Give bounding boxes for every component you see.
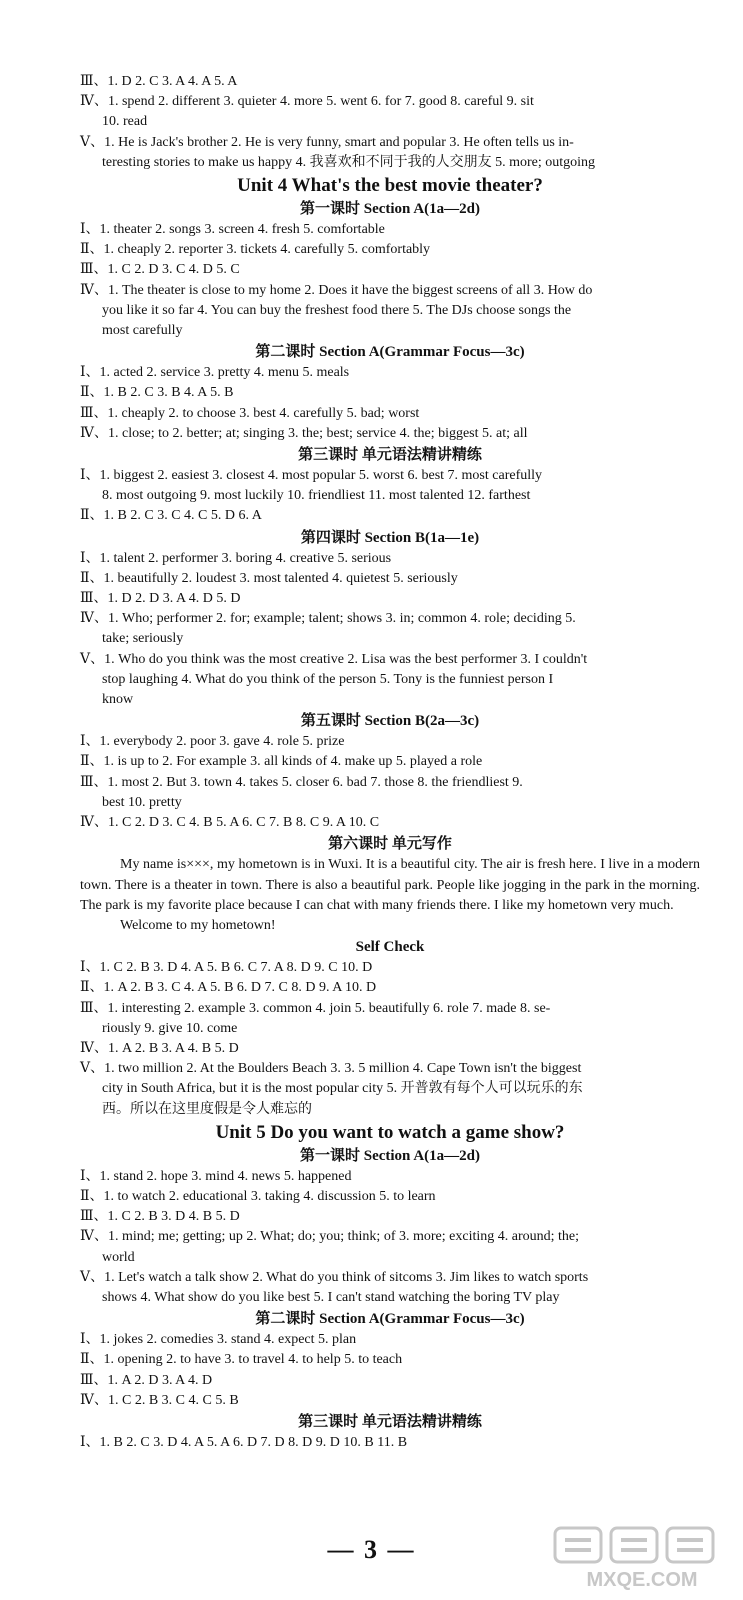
answer-line: Ⅰ、1. biggest 2. easiest 3. closest 4. most popular 5. worst 6. best 7. most carefully xyxy=(80,468,543,484)
answer-line: Ⅲ、1. C 2. D 3. C 4. D 5. C xyxy=(80,262,240,278)
answer-line: most carefully xyxy=(102,323,183,339)
answer-line: 西。所以在这里度假是令人难忘的 xyxy=(102,1101,312,1117)
answer-line: Ⅱ、1. B 2. C 3. C 4. C 5. D 6. A xyxy=(80,508,262,524)
answer-line: Ⅴ、1. He is Jack's brother 2. He is very funny, smart and popular 3. He often tells us in- xyxy=(80,134,574,150)
section-title: 第二课时 Section A(Grammar Focus—3c) xyxy=(255,1311,525,1328)
answer-line: teresting stories to make us happy 4. 我喜欢和不同于我的人交朋友 5. more; outgoing xyxy=(102,154,596,170)
answer-line: Ⅳ、1. mind; me; getting; up 2. What; do; you; think; of 3. more; exciting 4. around; the; xyxy=(80,1229,579,1245)
answer-line: Ⅳ、1. C 2. D 3. C 4. B 5. A 6. C 7. B 8. C 9. A 10. C xyxy=(80,815,380,831)
section-title: 第三课时 单元语法精讲精练 xyxy=(298,1413,482,1430)
writing-paragraph: Welcome to my hometown! xyxy=(120,917,276,933)
answer-line: shows 4. What show do you like best 5. I can't stand watching the boring TV play xyxy=(102,1289,560,1305)
answer-line: Ⅳ、1. C 2. B 3. C 4. C 5. B xyxy=(80,1392,239,1408)
answer-line: Ⅱ、1. opening 2. to have 3. to travel 4. to help 5. to teach xyxy=(80,1352,403,1368)
answer-content xyxy=(80,72,700,1453)
answer-line: Ⅰ、1. jokes 2. comedies 3. stand 4. expect 5. plan xyxy=(80,1332,357,1348)
answer-line: Ⅰ、1. stand 2. hope 3. mind 4. news 5. happened xyxy=(80,1168,352,1184)
answer-line: Ⅳ、1. A 2. B 3. A 4. B 5. D xyxy=(80,1040,239,1056)
answer-line: Ⅲ、1. C 2. B 3. D 4. B 5. D xyxy=(80,1209,240,1225)
answer-line: Ⅰ、1. everybody 2. poor 3. gave 4. role 5. prize xyxy=(80,734,345,750)
answer-line: Ⅱ、1. is up to 2. For example 3. all kinds of 4. make up 5. played a role xyxy=(80,754,483,770)
answer-line: Ⅰ、1. acted 2. service 3. pretty 4. menu 5. meals xyxy=(80,365,350,381)
section-title: 第六课时 单元写作 xyxy=(328,836,452,853)
answer-line: Ⅲ、1. cheaply 2. to choose 3. best 4. carefully 5. bad; worst xyxy=(80,405,420,421)
answer-line: Ⅰ、1. theater 2. songs 3. screen 4. fresh 5. comfortable xyxy=(80,222,385,238)
answer-line: Ⅴ、1. Who do you think was the most creative 2. Lisa was the best performer 3. I couldn't xyxy=(80,651,588,667)
svg-text:MXQE.COM: MXQE.COM xyxy=(586,1569,698,1591)
answer-line: Ⅴ、1. two million 2. At the Boulders Beach 3. 3. 5 million 4. Cape Town isn't the biggest xyxy=(80,1061,582,1077)
writing-paragraph: My name is×××, my hometown is in Wuxi. It is a beautiful city. The air is fresh here. I live in a modern town. There is a theater in town. There is also a beautiful park. People like jogging in the park in the morning. The park is my favorite place because I can chat with many friends there. I like my hometown very much. xyxy=(80,857,700,913)
answer-line: Ⅰ、1. C 2. B 3. D 4. A 5. B 6. C 7. A 8. D 9. C 10. D xyxy=(80,960,373,976)
page-number: — 3 — xyxy=(327,1535,416,1564)
answer-line: world xyxy=(102,1249,135,1265)
section-title: 第三课时 单元语法精讲精练 xyxy=(298,447,482,464)
answer-line: stop laughing 4. What do you think of the person 5. Tony is the funniest person I xyxy=(102,671,554,687)
answer-line: Ⅴ、1. Let's watch a talk show 2. What do you think of sitcoms 3. Jim likes to watch sports xyxy=(80,1269,589,1285)
answer-line: best 10. pretty xyxy=(102,794,182,810)
answer-line: know xyxy=(102,692,134,708)
answer-line: Ⅲ、1. D 2. D 3. A 4. D 5. D xyxy=(80,591,241,607)
answer-line: riously 9. give 10. come xyxy=(102,1020,238,1036)
answer-line: Ⅱ、1. cheaply 2. reporter 3. tickets 4. carefully 5. comfortably xyxy=(80,242,431,258)
section-title: 第二课时 Section A(Grammar Focus—3c) xyxy=(255,344,525,361)
answer-line: Ⅱ、1. B 2. C 3. B 4. A 5. B xyxy=(80,385,234,401)
answer-line: Ⅱ、1. beautifully 2. loudest 3. most talented 4. quietest 5. seriously xyxy=(80,570,458,586)
answer-line: Ⅲ、1. most 2. But 3. town 4. takes 5. closer 6. bad 7. those 8. the friendliest 9. xyxy=(80,774,523,790)
answer-line: Ⅳ、1. spend 2. different 3. quieter 4. more 5. went 6. for 7. good 8. careful 9. sit xyxy=(80,94,534,110)
section-title: 第四课时 Section B(1a—1e) xyxy=(300,529,480,546)
answer-line: you like it so far 4. You can buy the freshest food there 5. The DJs choose songs the xyxy=(102,302,572,318)
section-title: Self Check xyxy=(355,939,425,956)
answer-line: Ⅱ、1. to watch 2. educational 3. taking 4. discussion 5. to learn xyxy=(80,1188,436,1204)
answer-line: Ⅱ、1. A 2. B 3. C 4. A 5. B 6. D 7. C 8. D 9. A 10. D xyxy=(80,980,377,996)
section-title: 第一课时 Section A(1a—2d) xyxy=(299,1147,480,1164)
section-title: 第一课时 Section A(1a—2d) xyxy=(299,201,480,218)
answer-line: Ⅳ、1. The theater is close to my home 2. Does it have the biggest screens of all 3. How do xyxy=(80,282,593,298)
answer-line: Ⅲ、1. interesting 2. example 3. common 4. join 5. beautifully 6. role 7. made 8. se- xyxy=(80,1000,551,1016)
answer-line: Ⅲ、1. D 2. C 3. A 4. A 5. A xyxy=(80,74,238,89)
answer-line: 8. most outgoing 9. most luckily 10. friendliest 11. most talented 12. farthest xyxy=(102,488,531,504)
unit-title: Unit 4 What's the best movie theater? xyxy=(237,175,543,197)
site-watermark-logo xyxy=(547,1524,737,1594)
answer-line: Ⅲ、1. A 2. D 3. A 4. D xyxy=(80,1372,213,1388)
answer-line: 10. read xyxy=(102,114,148,130)
unit-title: Unit 5 Do you want to watch a game show? xyxy=(215,1121,565,1143)
section-title: 第五课时 Section B(2a—3c) xyxy=(300,713,480,730)
answer-line: city in South Africa, but it is the most popular city 5. 开普敦有每个人可以玩乐的东 xyxy=(102,1081,583,1097)
answer-line: take; seriously xyxy=(102,631,184,647)
answer-line: Ⅰ、1. B 2. C 3. D 4. A 5. A 6. D 7. D 8. D 9. D 10. B 11. B xyxy=(80,1434,408,1450)
answer-line: Ⅳ、1. close; to 2. better; at; singing 3. the; best; service 4. the; biggest 5. at; all xyxy=(80,425,528,441)
answer-line: Ⅳ、1. Who; performer 2. for; example; talent; shows 3. in; common 4. role; deciding 5. xyxy=(80,611,576,627)
answer-line: Ⅰ、1. talent 2. performer 3. boring 4. creative 5. serious xyxy=(80,550,392,566)
